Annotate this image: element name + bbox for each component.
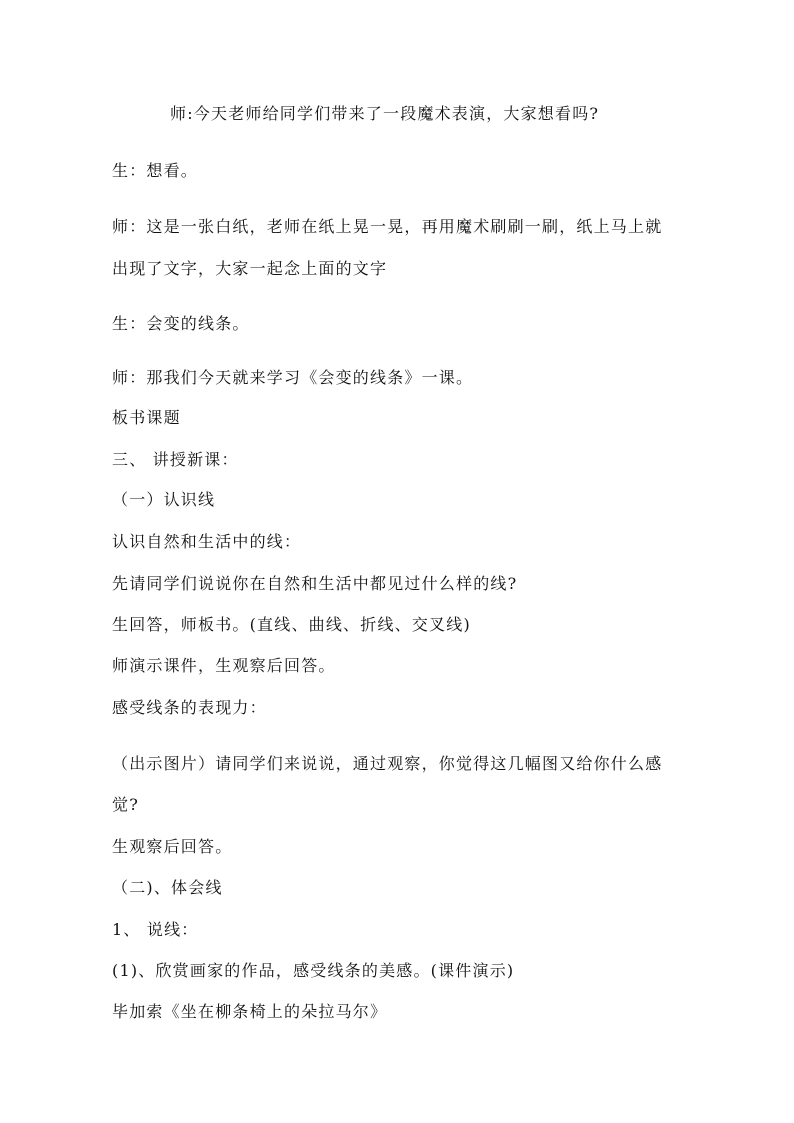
text-line: 认识自然和生活中的线：: [112, 532, 302, 551]
text-line: 觉?: [112, 795, 139, 814]
text-line: （出示图片）请同学们来说说，通过观察，你觉得这几幅图又给你什么感: [112, 754, 663, 773]
text-line: 出现了文字，大家一起念上面的文字: [112, 259, 388, 278]
text-line: 师:今天老师给同学们带来了一段魔术表演，大家想看吗?: [170, 104, 600, 123]
text-line: 先请同学们说说你在自然和生活中都见过什么样的线?: [112, 574, 518, 593]
text-line: 感受线条的表现力：: [112, 698, 267, 717]
text-line: 板书课题: [112, 408, 181, 427]
text-line: 师：这是一张白纸，老师在纸上晃一晃，再用魔术刷刷一刷，纸上马上就: [112, 217, 663, 236]
text-line: 毕加索《坐在柳条椅上的朵拉马尔》: [112, 1002, 388, 1021]
text-line: (1)、欣赏画家的作品，感受线条的美感。(课件演示): [112, 961, 515, 980]
text-line: 1、 说线：: [112, 920, 199, 939]
text-line: 生回答，师板书。(直线、曲线、折线、交叉线): [112, 615, 471, 634]
text-line: （一）认识线: [112, 490, 216, 509]
text-line: 三、 讲授新课：: [112, 450, 239, 469]
text-line: 生：想看。: [112, 161, 199, 180]
text-line: 生观察后回答。: [112, 837, 233, 856]
text-line: 师演示课件，生观察后回答。: [112, 656, 336, 675]
text-line: 生：会变的线条。: [112, 314, 250, 333]
text-line: （二)、体会线: [112, 878, 223, 897]
text-line: 师：那我们今天就来学习《会变的线条》一课。: [112, 368, 474, 387]
